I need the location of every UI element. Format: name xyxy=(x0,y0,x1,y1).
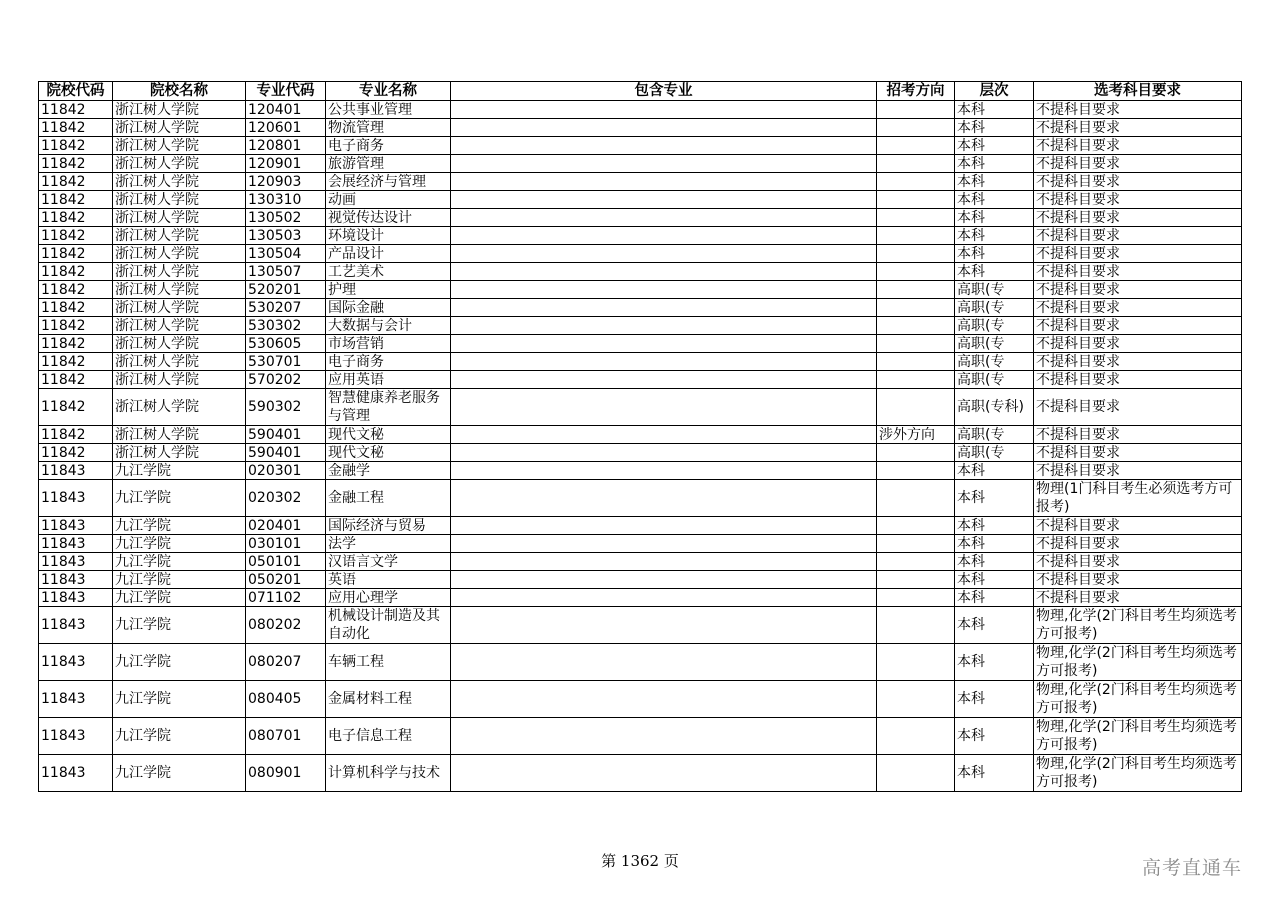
table-cell xyxy=(877,299,955,317)
table-cell: 080901 xyxy=(246,755,326,792)
table-cell xyxy=(451,245,877,263)
table-cell: 工艺美术 xyxy=(326,263,451,281)
table-cell xyxy=(451,209,877,227)
table-cell: 020401 xyxy=(246,517,326,535)
table-row xyxy=(39,755,1242,792)
table-cell: 涉外方向 xyxy=(877,426,955,444)
table-cell: 120401 xyxy=(246,101,326,119)
header-cell: 招考方向 xyxy=(877,82,955,101)
table-cell: 金融工程 xyxy=(326,480,451,517)
table-cell xyxy=(877,589,955,607)
table-cell: 现代文秘 xyxy=(326,444,451,462)
table-cell: 11843 xyxy=(39,571,113,589)
table-cell: 高职(专 xyxy=(955,371,1034,389)
table-cell: 汉语言文学 xyxy=(326,553,451,571)
table-cell: 本科 xyxy=(955,480,1034,517)
table-cell: 不提科目要求 xyxy=(1034,281,1242,299)
table-cell xyxy=(877,444,955,462)
table-row xyxy=(39,535,1242,553)
table-row xyxy=(39,462,1242,480)
table-cell: 高职(专科) xyxy=(955,389,1034,426)
table-cell: 九江学院 xyxy=(113,755,246,792)
table-row xyxy=(39,227,1242,245)
header-row xyxy=(39,82,1242,101)
table-cell: 不提科目要求 xyxy=(1034,299,1242,317)
table-cell: 浙江树人学院 xyxy=(113,245,246,263)
table-cell: 本科 xyxy=(955,644,1034,681)
table-cell: 不提科目要求 xyxy=(1034,462,1242,480)
table-cell: 不提科目要求 xyxy=(1034,191,1242,209)
table-cell: 护理 xyxy=(326,281,451,299)
table-cell: 11843 xyxy=(39,535,113,553)
table-cell xyxy=(877,119,955,137)
table-cell: 不提科目要求 xyxy=(1034,589,1242,607)
table-cell: 环境设计 xyxy=(326,227,451,245)
table-cell xyxy=(877,263,955,281)
table-cell: 不提科目要求 xyxy=(1034,227,1242,245)
table-cell: 九江学院 xyxy=(113,718,246,755)
table-cell: 九江学院 xyxy=(113,644,246,681)
table-cell xyxy=(451,718,877,755)
table-cell: 浙江树人学院 xyxy=(113,389,246,426)
table-cell: 020301 xyxy=(246,462,326,480)
table-cell xyxy=(877,173,955,191)
table-cell xyxy=(877,480,955,517)
table-body xyxy=(39,101,1242,792)
header-cell: 院校代码 xyxy=(39,82,113,101)
table-cell: 不提科目要求 xyxy=(1034,155,1242,173)
table-row xyxy=(39,335,1242,353)
table-cell: 高职(专 xyxy=(955,353,1034,371)
table-cell xyxy=(877,371,955,389)
table-cell: 九江学院 xyxy=(113,681,246,718)
table-cell: 本科 xyxy=(955,553,1034,571)
table-cell: 530701 xyxy=(246,353,326,371)
table-row xyxy=(39,444,1242,462)
table-cell: 11843 xyxy=(39,644,113,681)
table-cell: 020302 xyxy=(246,480,326,517)
table-cell xyxy=(451,191,877,209)
table-row xyxy=(39,137,1242,155)
table-cell: 高职(专 xyxy=(955,426,1034,444)
table-cell xyxy=(451,119,877,137)
table-cell: 浙江树人学院 xyxy=(113,426,246,444)
table-cell: 130503 xyxy=(246,227,326,245)
table-row xyxy=(39,589,1242,607)
table-cell: 本科 xyxy=(955,245,1034,263)
table-cell: 浙江树人学院 xyxy=(113,353,246,371)
table-cell xyxy=(451,553,877,571)
table-row xyxy=(39,119,1242,137)
table-row xyxy=(39,209,1242,227)
table-cell xyxy=(877,462,955,480)
table-cell xyxy=(877,517,955,535)
table-cell: 11842 xyxy=(39,444,113,462)
table-cell: 不提科目要求 xyxy=(1034,426,1242,444)
table-cell: 九江学院 xyxy=(113,480,246,517)
table-cell: 金属材料工程 xyxy=(326,681,451,718)
table-cell: 智慧健康养老服务与管理 xyxy=(326,389,451,426)
table-row xyxy=(39,173,1242,191)
table-cell xyxy=(451,589,877,607)
table-cell: 11842 xyxy=(39,245,113,263)
header-cell: 层次 xyxy=(955,82,1034,101)
table-cell xyxy=(877,607,955,644)
table-cell xyxy=(451,155,877,173)
table-row xyxy=(39,101,1242,119)
table-row xyxy=(39,644,1242,681)
table-cell: 11842 xyxy=(39,101,113,119)
table-cell: 旅游管理 xyxy=(326,155,451,173)
table-cell: 本科 xyxy=(955,209,1034,227)
table-cell xyxy=(451,517,877,535)
table-cell: 11842 xyxy=(39,119,113,137)
table-cell xyxy=(877,281,955,299)
table-row xyxy=(39,155,1242,173)
table-cell: 590401 xyxy=(246,444,326,462)
table-cell: 视觉传达设计 xyxy=(326,209,451,227)
table-cell xyxy=(877,191,955,209)
table-cell xyxy=(877,389,955,426)
table-row xyxy=(39,263,1242,281)
table-cell xyxy=(877,644,955,681)
table-cell: 11842 xyxy=(39,299,113,317)
table-cell: 11843 xyxy=(39,681,113,718)
table-cell xyxy=(451,263,877,281)
table-cell: 高职(专 xyxy=(955,281,1034,299)
table-cell: 本科 xyxy=(955,173,1034,191)
table-cell xyxy=(877,681,955,718)
table-cell: 浙江树人学院 xyxy=(113,191,246,209)
table-cell: 电子信息工程 xyxy=(326,718,451,755)
table-cell: 130507 xyxy=(246,263,326,281)
table-cell: 本科 xyxy=(955,155,1034,173)
table-cell xyxy=(451,353,877,371)
table-row xyxy=(39,371,1242,389)
table-cell: 11843 xyxy=(39,718,113,755)
table-cell xyxy=(451,755,877,792)
table-cell: 11842 xyxy=(39,137,113,155)
table-cell xyxy=(877,227,955,245)
table-cell: 11843 xyxy=(39,589,113,607)
table-row xyxy=(39,317,1242,335)
table-cell: 050101 xyxy=(246,553,326,571)
table-cell: 金融学 xyxy=(326,462,451,480)
table-cell: 11842 xyxy=(39,209,113,227)
table-cell: 不提科目要求 xyxy=(1034,517,1242,535)
table-cell xyxy=(451,227,877,245)
table-cell: 浙江树人学院 xyxy=(113,444,246,462)
table-cell: 11842 xyxy=(39,389,113,426)
table-cell xyxy=(451,644,877,681)
table-cell xyxy=(451,389,877,426)
table-cell: 不提科目要求 xyxy=(1034,535,1242,553)
table-cell: 国际经济与贸易 xyxy=(326,517,451,535)
table-cell: 不提科目要求 xyxy=(1034,137,1242,155)
table-cell: 11843 xyxy=(39,480,113,517)
table-cell: 530207 xyxy=(246,299,326,317)
table-cell: 530605 xyxy=(246,335,326,353)
table-cell: 动画 xyxy=(326,191,451,209)
table-cell: 不提科目要求 xyxy=(1034,101,1242,119)
table-cell: 本科 xyxy=(955,571,1034,589)
table-cell: 不提科目要求 xyxy=(1034,119,1242,137)
table-cell xyxy=(877,353,955,371)
table-cell: 浙江树人学院 xyxy=(113,281,246,299)
table-cell: 电子商务 xyxy=(326,137,451,155)
table-cell: 120901 xyxy=(246,155,326,173)
table-row xyxy=(39,191,1242,209)
table-cell: 产品设计 xyxy=(326,245,451,263)
table-cell xyxy=(877,335,955,353)
table-cell: 高职(专 xyxy=(955,317,1034,335)
table-cell: 080405 xyxy=(246,681,326,718)
table-cell: 本科 xyxy=(955,462,1034,480)
table-cell: 国际金融 xyxy=(326,299,451,317)
table-cell: 11843 xyxy=(39,755,113,792)
table-cell: 130502 xyxy=(246,209,326,227)
table-cell: 11842 xyxy=(39,426,113,444)
table-cell xyxy=(877,317,955,335)
table-cell: 九江学院 xyxy=(113,571,246,589)
table-cell: 不提科目要求 xyxy=(1034,335,1242,353)
table-cell xyxy=(451,444,877,462)
table-cell: 大数据与会计 xyxy=(326,317,451,335)
table-cell: 本科 xyxy=(955,755,1034,792)
admission-table xyxy=(38,81,1242,792)
table-cell xyxy=(451,317,877,335)
table-cell xyxy=(451,173,877,191)
table-cell xyxy=(877,718,955,755)
table-cell xyxy=(451,607,877,644)
table-cell: 机械设计制造及其自动化 xyxy=(326,607,451,644)
table-cell: 120903 xyxy=(246,173,326,191)
table-cell: 530302 xyxy=(246,317,326,335)
table-row xyxy=(39,299,1242,317)
table-cell: 市场营销 xyxy=(326,335,451,353)
table-cell: 本科 xyxy=(955,137,1034,155)
table-row xyxy=(39,389,1242,426)
table-cell xyxy=(451,571,877,589)
table-cell: 不提科目要求 xyxy=(1034,209,1242,227)
table-cell: 浙江树人学院 xyxy=(113,119,246,137)
table-cell xyxy=(451,426,877,444)
table-cell: 高职(专 xyxy=(955,444,1034,462)
table-cell: 本科 xyxy=(955,517,1034,535)
table-cell: 浙江树人学院 xyxy=(113,227,246,245)
table-row xyxy=(39,681,1242,718)
header-cell: 包含专业 xyxy=(451,82,877,101)
table-cell: 浙江树人学院 xyxy=(113,101,246,119)
table-cell xyxy=(451,281,877,299)
table-cell xyxy=(877,553,955,571)
table-cell xyxy=(877,535,955,553)
table-cell: 浙江树人学院 xyxy=(113,155,246,173)
table-cell: 不提科目要求 xyxy=(1034,353,1242,371)
table-cell: 030101 xyxy=(246,535,326,553)
table-row xyxy=(39,517,1242,535)
table-cell: 11842 xyxy=(39,353,113,371)
table-row xyxy=(39,281,1242,299)
table-cell xyxy=(451,462,877,480)
table-cell: 计算机科学与技术 xyxy=(326,755,451,792)
table-cell: 物理(1门科目考生必须选考方可报考) xyxy=(1034,480,1242,517)
table-cell: 本科 xyxy=(955,607,1034,644)
table-cell: 570202 xyxy=(246,371,326,389)
table-cell: 11843 xyxy=(39,462,113,480)
table-cell: 现代文秘 xyxy=(326,426,451,444)
table-cell: 九江学院 xyxy=(113,607,246,644)
table-cell: 浙江树人学院 xyxy=(113,263,246,281)
table-cell: 本科 xyxy=(955,101,1034,119)
table-cell: 不提科目要求 xyxy=(1034,371,1242,389)
table-row xyxy=(39,571,1242,589)
table-row xyxy=(39,607,1242,644)
table-cell: 车辆工程 xyxy=(326,644,451,681)
table-cell: 080202 xyxy=(246,607,326,644)
table-cell: 080207 xyxy=(246,644,326,681)
table-cell: 120601 xyxy=(246,119,326,137)
table-cell: 物流管理 xyxy=(326,119,451,137)
table-cell xyxy=(877,101,955,119)
table-cell: 11842 xyxy=(39,155,113,173)
table-cell: 080701 xyxy=(246,718,326,755)
table-cell: 电子商务 xyxy=(326,353,451,371)
table-cell: 法学 xyxy=(326,535,451,553)
table-cell: 九江学院 xyxy=(113,535,246,553)
table-cell: 不提科目要求 xyxy=(1034,553,1242,571)
table-cell: 11842 xyxy=(39,263,113,281)
table-cell: 本科 xyxy=(955,191,1034,209)
table-cell: 本科 xyxy=(955,119,1034,137)
table-cell: 物理,化学(2门科目考生均须选考方可报考) xyxy=(1034,681,1242,718)
table-row xyxy=(39,553,1242,571)
table-cell: 050201 xyxy=(246,571,326,589)
table-cell xyxy=(877,755,955,792)
table-cell: 高职(专 xyxy=(955,335,1034,353)
table-cell: 物理,化学(2门科目考生均须选考方可报考) xyxy=(1034,755,1242,792)
table-cell: 九江学院 xyxy=(113,517,246,535)
table-cell: 浙江树人学院 xyxy=(113,137,246,155)
table-cell: 九江学院 xyxy=(113,589,246,607)
table-cell xyxy=(451,335,877,353)
table-row xyxy=(39,718,1242,755)
table-cell: 物理,化学(2门科目考生均须选考方可报考) xyxy=(1034,644,1242,681)
table-cell: 物理,化学(2门科目考生均须选考方可报考) xyxy=(1034,718,1242,755)
table-cell: 九江学院 xyxy=(113,462,246,480)
table-cell xyxy=(877,155,955,173)
table-cell: 不提科目要求 xyxy=(1034,571,1242,589)
table-cell: 公共事业管理 xyxy=(326,101,451,119)
header-cell: 专业代码 xyxy=(246,82,326,101)
table-cell: 590302 xyxy=(246,389,326,426)
table-cell: 11842 xyxy=(39,335,113,353)
table-cell: 应用心理学 xyxy=(326,589,451,607)
table-cell: 590401 xyxy=(246,426,326,444)
watermark: 高考直通车 xyxy=(1142,857,1243,879)
table-cell: 浙江树人学院 xyxy=(113,371,246,389)
table-cell: 不提科目要求 xyxy=(1034,317,1242,335)
table-cell: 11843 xyxy=(39,517,113,535)
table-cell: 会展经济与管理 xyxy=(326,173,451,191)
header-cell: 专业名称 xyxy=(326,82,451,101)
table-cell: 浙江树人学院 xyxy=(113,317,246,335)
table-cell: 不提科目要求 xyxy=(1034,263,1242,281)
header-cell: 选考科目要求 xyxy=(1034,82,1242,101)
table-cell: 不提科目要求 xyxy=(1034,245,1242,263)
table-cell: 11842 xyxy=(39,371,113,389)
table-cell: 11843 xyxy=(39,607,113,644)
table-cell: 不提科目要求 xyxy=(1034,389,1242,426)
table-cell: 520201 xyxy=(246,281,326,299)
table-cell: 本科 xyxy=(955,589,1034,607)
table-cell: 浙江树人学院 xyxy=(113,173,246,191)
table-row xyxy=(39,426,1242,444)
table-cell xyxy=(877,571,955,589)
table-cell xyxy=(451,101,877,119)
table-cell: 130504 xyxy=(246,245,326,263)
table-cell: 11842 xyxy=(39,173,113,191)
table-cell: 130310 xyxy=(246,191,326,209)
table-cell: 本科 xyxy=(955,535,1034,553)
table-cell xyxy=(877,245,955,263)
table-cell xyxy=(451,299,877,317)
table-cell: 11842 xyxy=(39,317,113,335)
table-cell: 本科 xyxy=(955,718,1034,755)
table-cell: 11842 xyxy=(39,281,113,299)
table-cell: 九江学院 xyxy=(113,553,246,571)
table-cell: 物理,化学(2门科目考生均须选考方可报考) xyxy=(1034,607,1242,644)
table-cell: 本科 xyxy=(955,263,1034,281)
table-cell: 071102 xyxy=(246,589,326,607)
table-cell xyxy=(451,371,877,389)
table-cell: 浙江树人学院 xyxy=(113,209,246,227)
table-cell xyxy=(451,681,877,718)
table-cell xyxy=(451,137,877,155)
table-cell xyxy=(451,535,877,553)
table-cell: 浙江树人学院 xyxy=(113,335,246,353)
table-cell: 英语 xyxy=(326,571,451,589)
table-cell: 11842 xyxy=(39,191,113,209)
header-cell: 院校名称 xyxy=(113,82,246,101)
table-cell: 11842 xyxy=(39,227,113,245)
table-cell: 不提科目要求 xyxy=(1034,444,1242,462)
table-cell xyxy=(451,480,877,517)
table-cell: 本科 xyxy=(955,681,1034,718)
table-cell: 120801 xyxy=(246,137,326,155)
table-cell: 本科 xyxy=(955,227,1034,245)
page-number: 第 1362 页 xyxy=(601,852,679,870)
table-row xyxy=(39,245,1242,263)
table-cell: 高职(专 xyxy=(955,299,1034,317)
table-cell xyxy=(877,137,955,155)
table-cell: 浙江树人学院 xyxy=(113,299,246,317)
table-row xyxy=(39,480,1242,517)
table-row xyxy=(39,353,1242,371)
table-cell xyxy=(877,209,955,227)
table-cell: 不提科目要求 xyxy=(1034,173,1242,191)
table-cell: 11843 xyxy=(39,553,113,571)
table-cell: 应用英语 xyxy=(326,371,451,389)
